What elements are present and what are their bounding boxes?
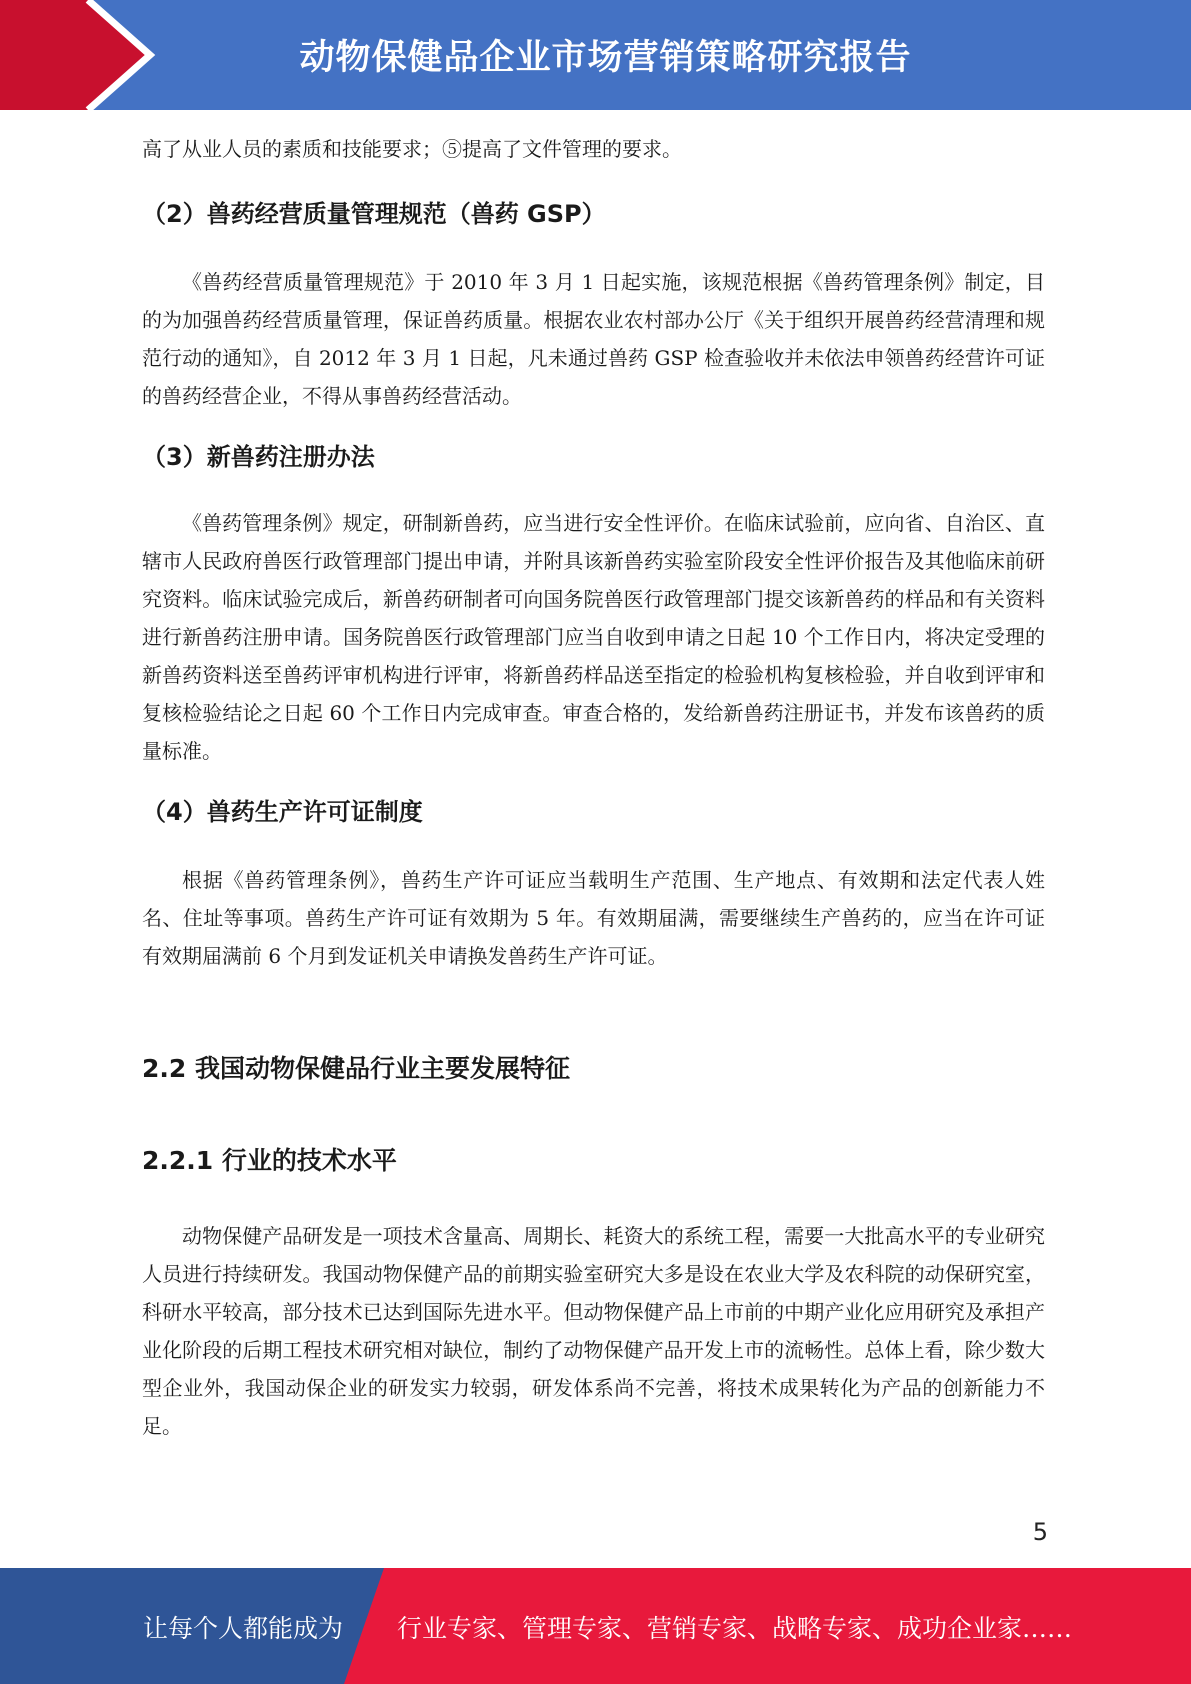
section-heading-gsp: （2）兽药经营质量管理规范（兽药 GSP） [142, 200, 606, 228]
header-title: 动物保健品企业市场营销策略研究报告 [299, 38, 912, 78]
paragraph-license: 根据《兽药管理条例》，兽药生产许可证应当载明生产范围、生产地点、有效期和法定代表人姓名、住址等事项。兽药生产许可证有效期为 5 年。有效期届满，需要继续生产兽药的，应当在许可证有效期届满前 6 个月到发证机关申请换发兽药生产许可证。 [142, 868, 1045, 968]
page-header [0, 0, 1191, 110]
paragraph-continuation: 高了从业人员的素质和技能要求；⑤提高了文件管理的要求。 [142, 137, 682, 161]
paragraph-registration: 《兽药管理条例》规定，研制新兽药，应当进行安全性评价。在临床试验前，应向省、自治区、直辖市人民政府兽医行政管理部门提出申请，并附具该新兽药实验室阶段安全性评价报告及其他临床前研究资料。临床试验完成后，新兽药研制者可向国务院兽医行政管理部门提交该新兽药的样品和有关资料进行新兽药注册申请。国务院兽医行政管理部门应当自收到申请之日起 10 个工作日内，将决定受理的新兽药资料送至兽药评审机构进行评审，将新兽药样品送至指定的检验机构复核检验，并自收到评审和复核检验结论之日起 60 个工作日内完成审查。审查合格的，发给新兽药注册证书，并发布该兽药的质量标准。 [142, 511, 1045, 763]
page-number: 5 [1032, 1518, 1048, 1546]
section-heading-2-2: 2.2 我国动物保健品行业主要发展特征 [142, 1054, 570, 1083]
section-heading-license: （4）兽药生产许可证制度 [142, 798, 423, 826]
footer-slogan-right: 行业专家、管理专家、营销专家、战略专家、成功企业家…… [397, 1614, 1073, 1643]
section-heading-2-2-1: 2.2.1 行业的技术水平 [142, 1146, 397, 1175]
page-footer [0, 1568, 1191, 1684]
section-heading-registration: （3）新兽药注册办法 [142, 443, 375, 471]
paragraph-technology: 动物保健产品研发是一项技术含量高、周期长、耗资大的系统工程，需要一大批高水平的专业研究人员进行持续研发。我国动物保健产品的前期实验室研究大多是设在农业大学及农科院的动保研究室，科研水平较高，部分技术已达到国际先进水平。但动物保健产品上市前的中期产业化应用研究及承担产业化阶段的后期工程技术研究相对缺位，制约了动物保健产品开发上市的流畅性。总体上看，除少数大型企业外，我国动保企业的研发实力较弱，研发体系尚不完善，将技术成果转化为产品的创新能力不足。 [142, 1224, 1045, 1438]
paragraph-gsp: 《兽药经营质量管理规范》于 2010 年 3 月 1 日起实施，该规范根据《兽药管理条例》制定，目的为加强兽药经营质量管理，保证兽药质量。根据农业农村部办公厅《关于组织开展兽药经营清理和规范行动的通知》，自 2012 年 3 月 1 日起，凡未通过兽药 GSP 检查验收并未依法申领兽药经营许可证的兽药经营企业，不得从事兽药经营活动。 [142, 270, 1045, 408]
footer-slogan-left: 让每个人都能成为 [143, 1614, 344, 1643]
document-body [142, 130, 1045, 1445]
